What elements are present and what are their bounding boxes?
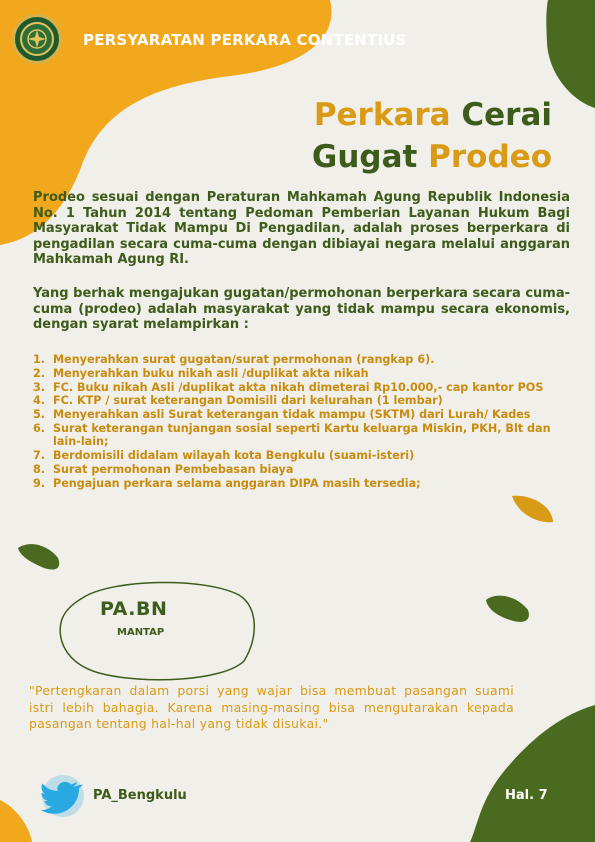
title-word-perkara: Perkara — [313, 97, 451, 133]
badge-title: PA.BN — [100, 598, 168, 620]
twitter-bird-icon — [39, 773, 87, 819]
requirements-list — [33, 353, 578, 490]
page-title — [312, 94, 552, 178]
title-line-2 — [312, 136, 552, 178]
list-item: 4. FC. KTP / surat keterangan Domisili dari kelurahan (1 lembar) — [33, 394, 443, 408]
page-number: Hal. 7 — [505, 788, 548, 803]
title-line-1 — [312, 94, 552, 136]
intro-paragraph-2: Yang berhak mengajukan gugatan/permohonan berperkara secara cuma-cuma (prodeo) adalah masyarakat yang tidak mampu secara ekonomis, dengan syarat melampirkan : — [33, 286, 570, 332]
title-word-prodeo: Prodeo — [428, 139, 552, 175]
list-item: 3. FC. Buku nikah Asli /duplikat akta nikah dimeterai Rp10.000,- cap kantor POS — [33, 380, 544, 394]
court-emblem-icon — [19, 21, 55, 57]
list-item: 6. Surat keterangan tunjangan sosial seperti Kartu keluarga Miskin, PKH, Blt dan lain-lain; — [33, 421, 551, 449]
badge-subtitle: MANTAP — [117, 627, 165, 638]
header-title: PERSYARATAN PERKARA CONTENTIUS — [83, 31, 407, 49]
list-item: 9. Pengajuan perkara selama anggaran DIPA masih tersedia; — [33, 476, 421, 490]
list-item: 1. Menyerahkan surat gugatan/surat permohonan (rangkap 6). — [33, 353, 435, 366]
intro-paragraph-1: Prodeo sesuai dengan Peraturan Mahkamah Agung Republik Indonesia No. 1 Tahun 2014 tentang Pedoman Pemberian Layanan Hukum Bagi Masyarakat Tidak Mampu Di Pengadilan, adalah proses berperkara di pengadilan secara cuma-cuma dengan dibiayai negara melalui anggaran Mahkamah Agung RI. — [33, 190, 570, 267]
list-item: 7. Berdomisili didalam wilayah kota Bengkulu (suami-isteri) — [33, 449, 415, 463]
list-item: 2. Menyerahkan buku nikah asli /duplikat akta nikah — [33, 366, 369, 380]
court-logo — [12, 14, 62, 64]
list-item: 5. Menyerahkan asli Surat keterangan tidak mampu (SKTM) dari Lurah/ Kades — [33, 408, 531, 422]
title-word-gugat: Gugat — [311, 139, 418, 175]
list-item: 8. Surat permohonan Pembebasan biaya — [33, 462, 294, 476]
title-word-cerai: Cerai — [461, 97, 552, 133]
quote-text: "Pertengkaran dalam porsi yang wajar bisa membuat pasangan suami istri lebih bahagia. Karena masing-masing bisa mengutarakan kepada pasangan tentang hal-hal yang tidak disukai." — [29, 683, 514, 731]
twitter-handle: PA_Bengkulu — [93, 788, 187, 803]
